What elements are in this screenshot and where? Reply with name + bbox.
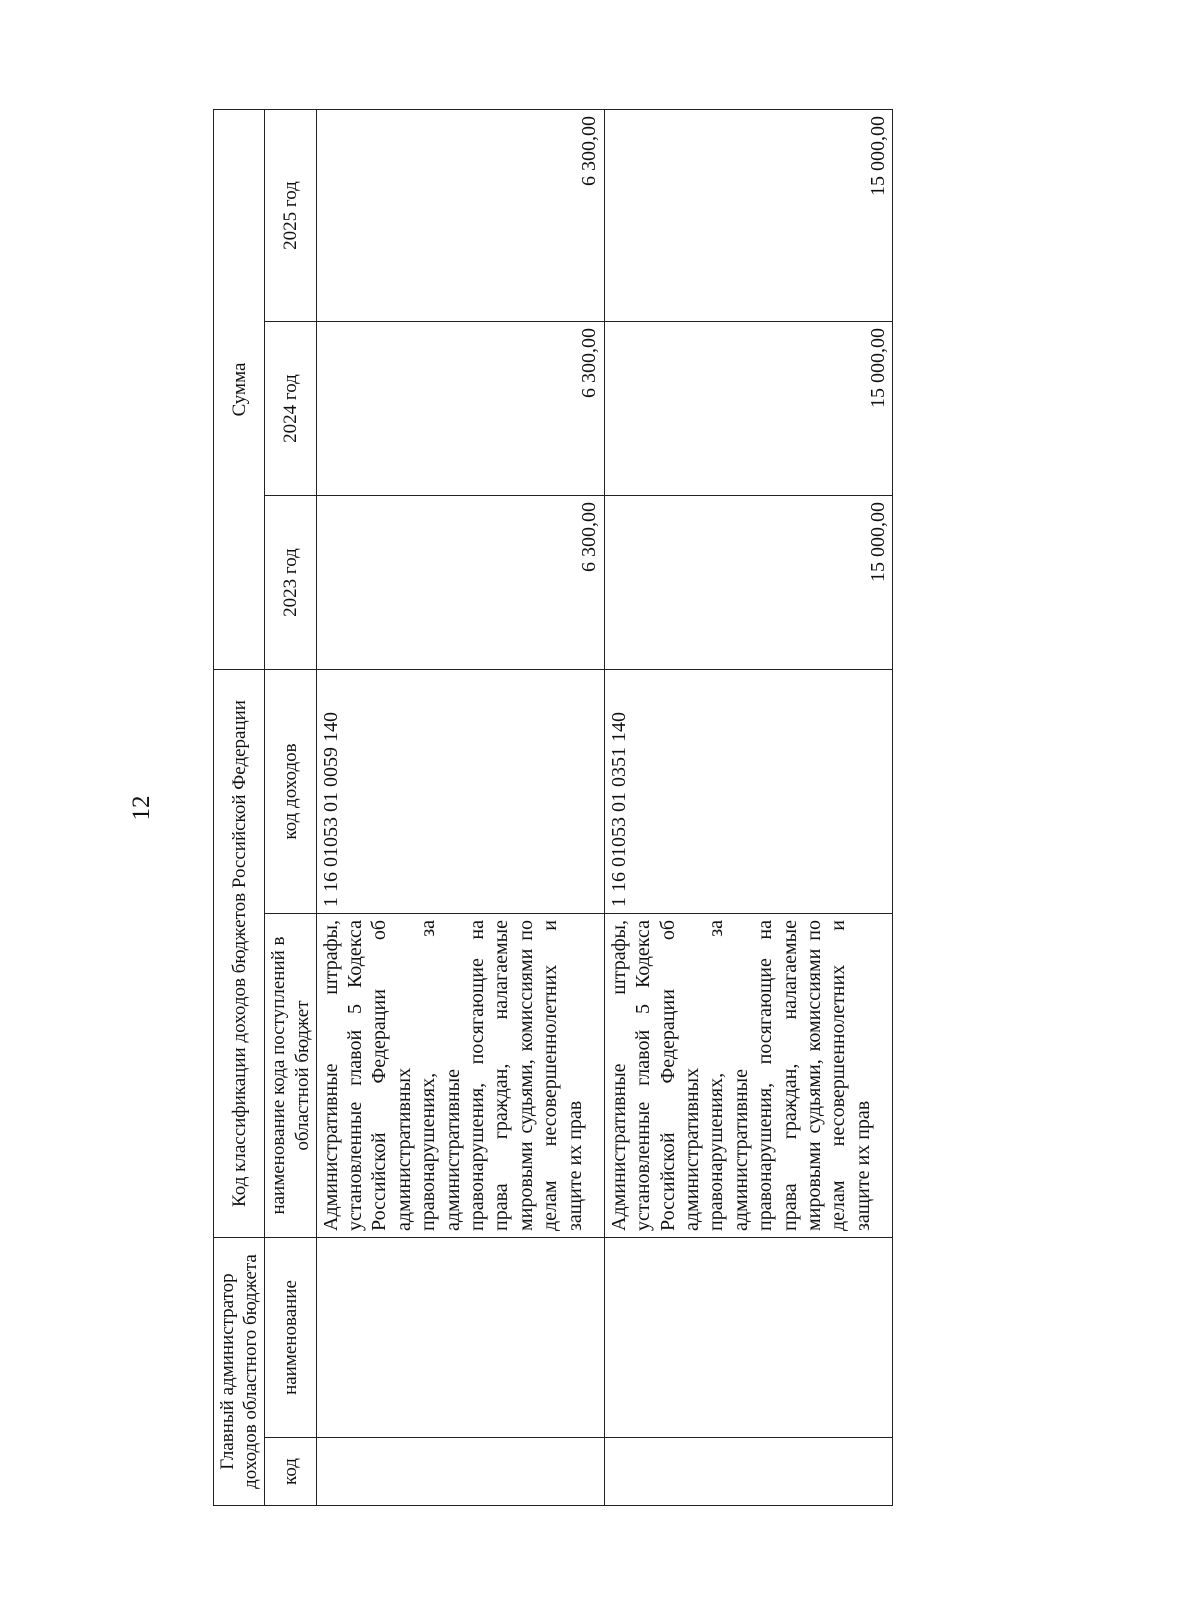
header-2024: 2024 год [265,322,316,496]
header-2025: 2025 год [265,109,316,321]
header-description: наименование кода поступлений в областной бюджет [265,914,316,1238]
row-amount-2024: 6 300,00 [316,322,604,496]
row-name [316,1238,604,1438]
row-name [604,1238,892,1438]
header-classification-group: Код классификации доходов бюджетов Российской Федерации [214,670,265,1238]
header-income-code: код доходов [265,670,316,914]
table-row [604,109,892,1505]
row-code [604,1438,892,1506]
row-code [316,1438,604,1506]
header-name: наименование [265,1238,316,1438]
budget-table [213,109,893,1506]
page-number: 12 [128,795,155,821]
row-amount-2025: 15 000,00 [604,109,892,321]
header-sum-group: Сумма [214,109,265,669]
header-admin-group: Главный администратор доходов областного бюджета [214,1238,265,1506]
header-code: код [265,1438,316,1506]
rotated-table-wrapper [213,110,893,1506]
header-row-2 [265,109,316,1505]
row-income-code: 1 16 01053 01 0351 140 [604,670,892,914]
table-row [316,109,604,1505]
header-row-1 [214,109,265,1505]
row-description: Административные штрафы, установленные главой 5 Кодекса Российской Федерации об административных правонарушениях, за административные правонарушения, посягающие на права граждан, налагаемые мировыми судьями, комиссиями по делам несовершеннолетних и защите их прав [604,914,892,1238]
header-2023: 2023 год [265,496,316,670]
row-amount-2025: 6 300,00 [316,109,604,321]
row-description: Административные штрафы, установленные главой 5 Кодекса Российской Федерации об административных правонарушениях, за административные правонарушения, посягающие на права граждан, налагаемые мировыми судьями, комиссиями по делам несовершеннолетних и защите их прав [316,914,604,1238]
row-amount-2023: 6 300,00 [316,496,604,670]
row-amount-2024: 15 000,00 [604,322,892,496]
row-amount-2023: 15 000,00 [604,496,892,670]
row-income-code: 1 16 01053 01 0059 140 [316,670,604,914]
